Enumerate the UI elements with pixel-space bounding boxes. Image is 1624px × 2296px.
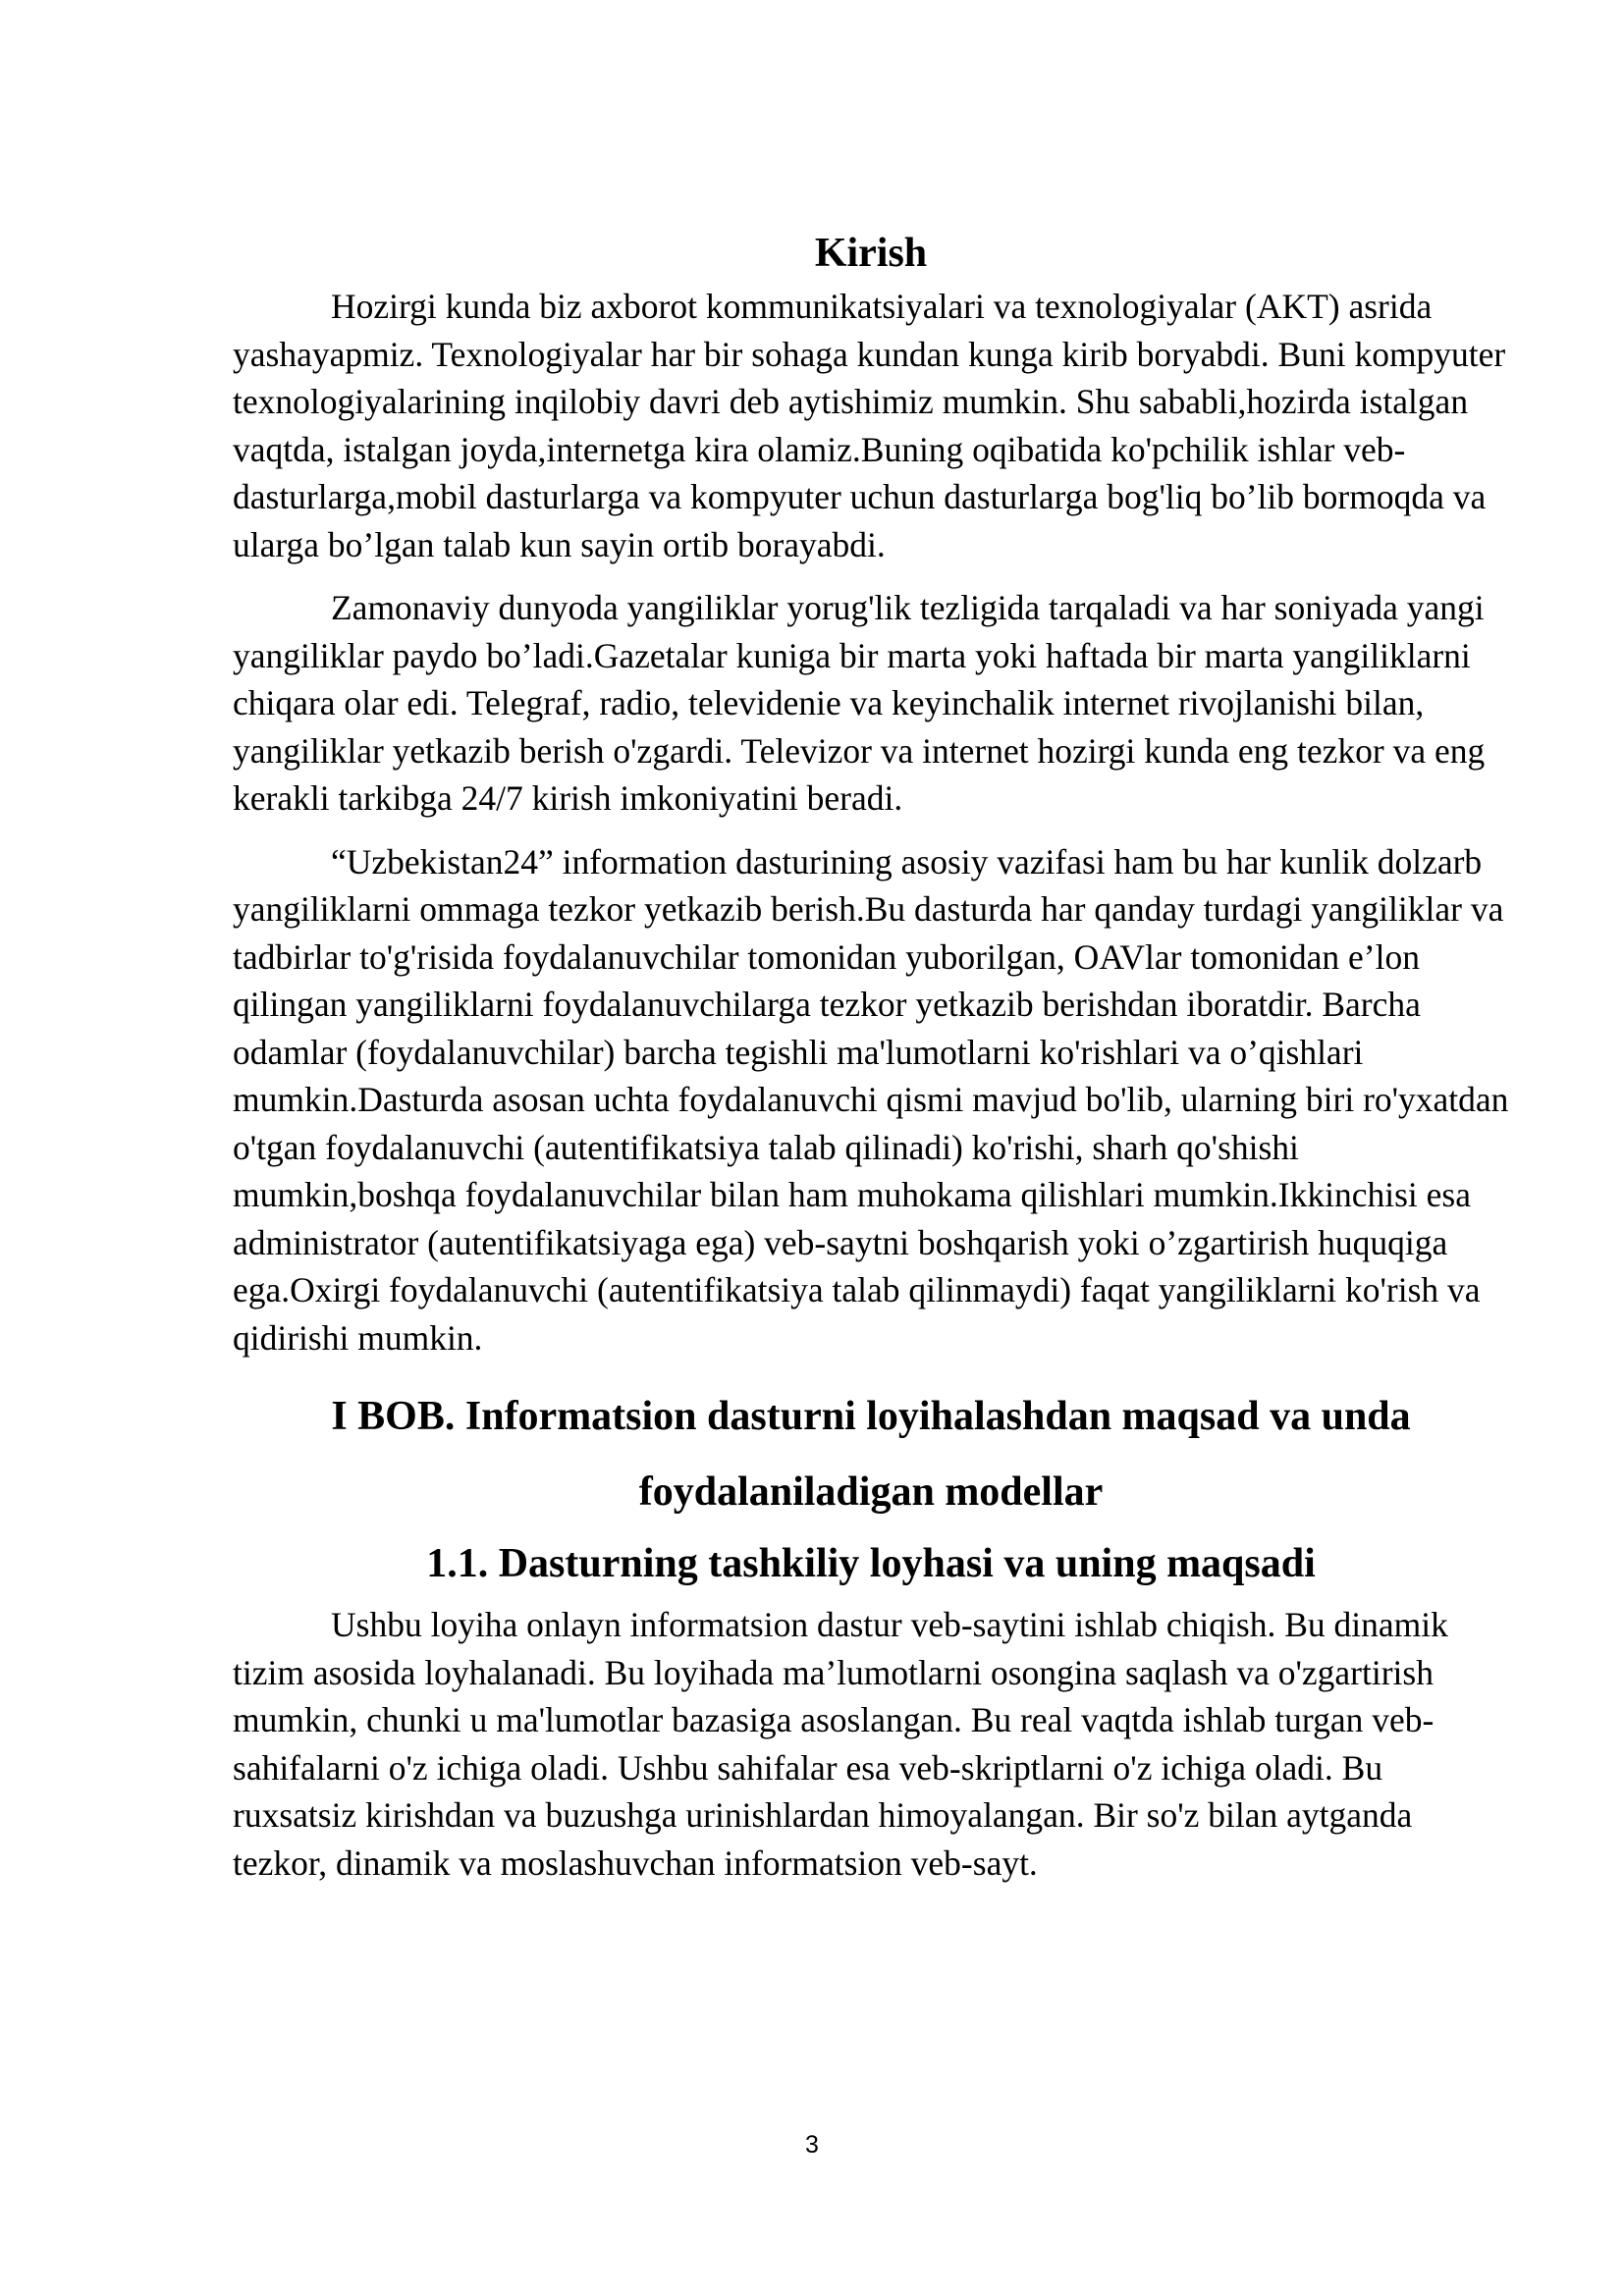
page-number: 3: [805, 2131, 819, 2159]
chapter-title-line-2: foydalaniladigan modellar: [638, 1469, 1104, 1515]
chapter-title-line-1: I BOB. Informatsion dasturni loyihalashdan maqsad va unda: [331, 1394, 1411, 1439]
heading-kirish: Kirish: [814, 231, 928, 276]
paragraph-2: Zamonaviy dunyoda yangiliklar yorug'lik tezligida tarqaladi va har soniyada yangi yangiliklar paydo bo’ladi.Gazetalar kuniga bir marta yoki haftada bir marta yangiliklarni chiqara olar edi. Telegraf, radio, televidenie va keyinchalik internet rivojlanishi bilan, yangiliklar yetkazib berish o'zgardi. Televizor va internet hozirgi kunda eng tezkor va eng kerakli tarkibga 24/7 kirish imkoniyatini beradi.: [233, 588, 1486, 818]
paragraph-3: “Uzbekistan24” information dasturining asosiy vazifasi ham bu har kunlik dolzarb yangiliklarni ommaga tezkor yetkazib berish.Bu dasturda har qanday turdagi yangiliklar va tadbirlar to'g'risida foydalanuvchilar tomonidan yuborilgan, OAVlar tomonidan e’lon qilingan yangiliklarni foydalanuvchilarga tezkor yetkazib berishdan iboratdir. Barcha odamlar (foydalanuvchilar) barcha tegishli ma'lumotlarni ko'rishlari va o’qishlari mumkin.Dasturda asosan uchta foydalanuvchi qismi mavjud bo'lib, ularning biri ro'yxatdan o'tgan foydalanuvchi (autentifikatsiya talab qilinadi) ko'rishi, sharh qo'shishi mumkin,boshqa foydalanuvchilar bilan ham muhokama qilishlari mumkin.Ikkinchisi esa administrator (autentifikatsiyaga ega) veb-saytni boshqarish yoki o’zgartirish huquqiga ega.Oxirgi foydalanuvchi (autentifikatsiya talab qilinmaydi) faqat yangiliklarni ko'rish va qidirishi mumkin.: [233, 841, 1509, 1358]
page-content: [233, 224, 1509, 1902]
section-title: 1.1. Dasturning tashkiliy loyhasi va uning maqsadi: [426, 1541, 1316, 1586]
chapter-title: [233, 1379, 1509, 1530]
paragraph-1: Hozirgi kunda biz axborot kommunikatsiyalari va texnologiyalar (AKT) asrida yashayapmiz. Texnologiyalar har bir sohaga kundan kunga kirib boryabdi. Buni kompyuter texnologiyalarining inqilobiy davri deb aytishimiz mumkin. Shu sababli,hozirda istalgan vaqtda, istalgan joyda,internetga kira olamiz.Buning oqibatida ko'pchilik ishlar veb-dasturlarga,mobil dasturlarga va kompyuter uchun dasturlarga bog'liq bo’lib bormoqda va ularga bo’lgan talab kun sayin ortib borayabdi.: [233, 287, 1506, 564]
section-paragraph: Ushbu loyiha onlayn informatsion dastur veb-saytini ishlab chiqish. Bu dinamik tizim asosida loyhalanadi. Bu loyihada ma’lumotlarni osongina saqlash va o'zgartirish mumkin, chunki u ma'lumotlar bazasiga asoslangan. Bu real vaqtda ishlab turgan veb-sahifalarni o'z ichiga oladi. Ushbu sahifalar esa veb-skriptlarni o'z ichiga oladi. Bu ruxsatsiz kirishdan va buzushga urinishlardan himoyalangan. Bir so'z bilan aytganda tezkor, dinamik va moslashuvchan informatsion veb-sayt.: [233, 1605, 1448, 1883]
